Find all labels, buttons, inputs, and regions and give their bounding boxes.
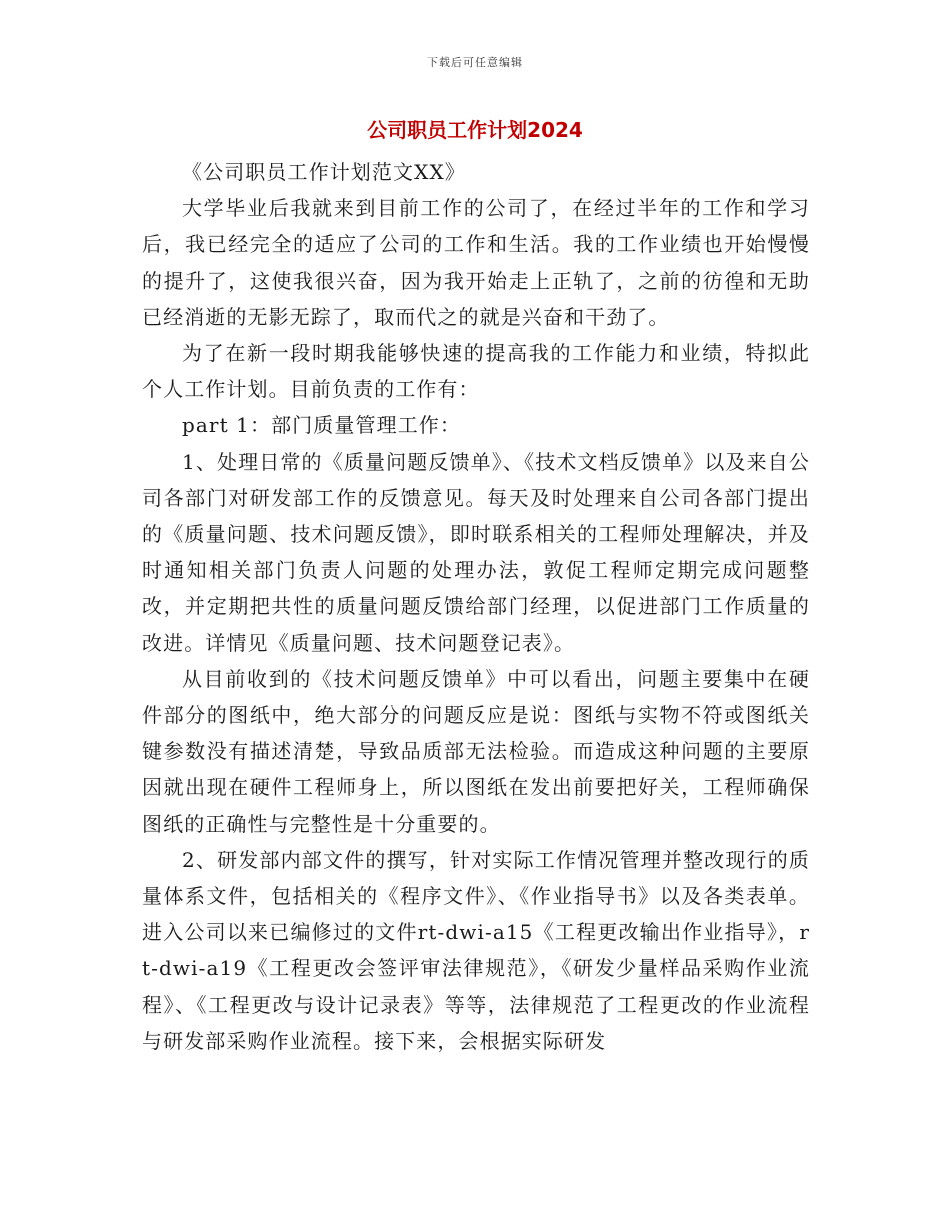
paragraph-plan-purpose: 为了在新一段时期我能够快速的提高我的工作能力和业绩，特拟此个人工作计划。目前负责的工作有：: [142, 341, 810, 402]
paragraph-analysis: 从目前收到的《技术问题反馈单》中可以看出，问题主要集中在硬件部分的图纸中，绝大部分的问题反应是说：图纸与实物不符或图纸关键参数没有描述清楚，导致品质部无法检验。而造成这种问题的主要原因就出现在硬件工程师身上，所以图纸在发出前要把好关，工程师确保图纸的正确性与完整性是十分重要的。: [142, 666, 810, 836]
paragraph-subtitle: 《公司职员工作计划范文XX》: [182, 160, 466, 184]
document-title: 公司职员工作计划2024: [367, 118, 583, 142]
document-body: [142, 154, 810, 1059]
paragraph-item-1: 1、处理日常的《质量问题反馈单》、《技术文档反馈单》以及来自公司各部门对研发部工作的反馈意见。每天及时处理来自公司各部门提出的《质量问题、技术问题反馈》，即时联系相关的工程师处理解决，并及时通知相关部门负责人问题的处理办法，敦促工程师定期完成问题整改，并定期把共性的质量问题反馈给部门经理，以促进部门工作质量的改进。详情见《质量问题、技术问题登记表》。: [142, 449, 810, 655]
paragraph-intro: 大学毕业后我就来到目前工作的公司了，在经过半年的工作和学习后，我已经完全的适应了公司的工作和生活。我的工作业绩也开始慢慢的提升了，这使我很兴奋，因为我开始走上正轨了，之前的彷徨和无助已经消逝的无影无踪了，取而代之的就是兴奋和干劲了。: [142, 196, 810, 329]
paragraph-item-2: 2、研发部内部文件的撰写，针对实际工作情况管理并整改现行的质量体系文件，包括相关的《程序文件》、《作业指导书》以及各类表单。进入公司以来已编修过的文件rt-dwi-a15《工程更改输出作业指导》，rt-dwi-a19《工程更改会签评审法律规范》，《研发少量样品采购作业流程》、《工程更改与设计记录表》等等，法律规范了工程更改的作业流程与研发部采购作业流程。接下来，会根据实际研发: [142, 847, 810, 1053]
header-note: 下载后可任意编辑: [427, 56, 523, 69]
paragraph-part-heading: part 1：部门质量管理工作：: [182, 413, 462, 438]
